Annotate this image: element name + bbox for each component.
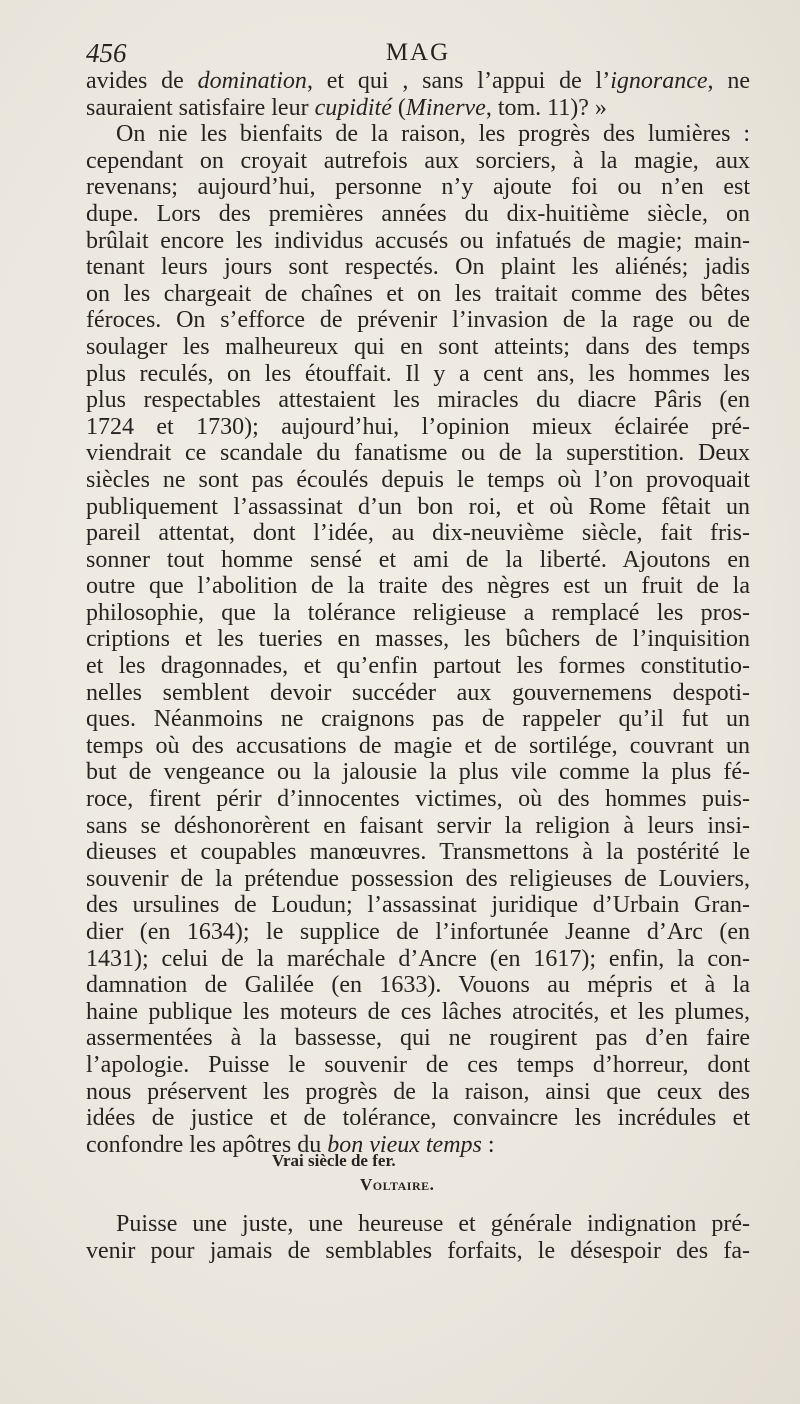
emphasized-text: domination <box>197 68 307 94</box>
text-segment: philosophie, que la tolérance religieuse a remplacé les pros- <box>86 599 750 626</box>
text-segment: , ne <box>707 68 750 94</box>
text-segment: venir pour jamais de semblables forfaits, le désespoir des fa- <box>86 1237 750 1264</box>
text-segment: sonner tout homme sensé et ami de la liberté. Ajoutons en <box>86 546 750 573</box>
text-line <box>86 839 750 866</box>
text-segment: cependant on croyait autrefois aux sorciers, à la magie, aux <box>86 147 750 174</box>
text-line <box>86 972 750 999</box>
emphasized-text: bon vieux temps <box>327 1131 482 1158</box>
text-segment: ques. Néanmoins ne craignons pas de rappeler qu’il fut un <box>86 706 750 733</box>
text-line <box>86 653 750 680</box>
text-segment: : <box>481 1131 495 1158</box>
text-line <box>86 387 750 414</box>
text-segment: avides de <box>86 68 198 94</box>
text-line <box>86 520 750 547</box>
quote-author: Voltaire. <box>360 1175 435 1194</box>
text-segment: tenant leurs jours sont respectés. On plaint les aliénés; jadis <box>86 254 750 281</box>
text-line <box>86 999 750 1026</box>
text-line <box>86 866 750 893</box>
text-segment: On nie les bienfaits de la raison, les progrès des lumières : <box>116 121 750 148</box>
text-segment: outre que l’abolition de la traite des nègres est un fruit de la <box>86 573 750 600</box>
text-line <box>86 307 750 334</box>
text-line <box>86 1025 750 1052</box>
text-line <box>86 813 750 840</box>
text-line <box>86 414 750 441</box>
text-line <box>86 733 750 760</box>
text-segment: nelles semblent devoir succéder aux gouvernemens despoti- <box>86 679 750 706</box>
text-segment: dieuses et coupables manœuvres. Transmettons à la postérité le <box>86 839 750 866</box>
text-line <box>86 254 750 281</box>
running-head: MAG <box>385 39 451 66</box>
emphasized-text: ignorance <box>610 68 708 94</box>
text-segment: brûlait encore les individus accusés ou infatués de magie; main- <box>86 227 750 254</box>
text-segment: l’apologie. Puisse le souvenir de ces temps d’horreur, dont <box>86 1051 750 1078</box>
text-segment: sans se déshonorèrent en faisant servir la religion à leurs insi- <box>86 812 750 839</box>
text-line <box>86 680 750 707</box>
text-line <box>86 68 750 95</box>
text-line <box>86 121 750 148</box>
text-line <box>86 547 750 574</box>
text-line <box>86 573 750 600</box>
text-segment: des ursulines de Loudun; l’assassinat juridique d’Urbain Gran- <box>86 892 750 919</box>
text-segment: roce, firent périr d’innocentes victimes, où des hommes puis- <box>86 786 750 813</box>
text-segment: confondre les apôtres du <box>86 1131 328 1158</box>
text-segment: siècles ne sont pas écoulés depuis le temps où l’on provoquait <box>86 466 750 493</box>
text-line <box>86 361 750 388</box>
text-segment: Puisse une juste, une heureuse et générale indignation pré- <box>116 1211 750 1237</box>
text-segment: but de vengeance ou la jalousie la plus vile comme la plus fé- <box>86 759 750 786</box>
text-segment: 1724 et 1730); aujourd’hui, l’opinion mieux éclairée pré- <box>86 413 750 440</box>
text-segment: plus respectables attestaient les miracles du diacre Pâris (en <box>86 387 750 414</box>
emphasized-text: cupidité <box>314 94 392 121</box>
text-line <box>86 706 750 733</box>
text-line <box>86 494 750 521</box>
text-line <box>86 95 750 122</box>
text-segment: criptions et les tueries en masses, les bûchers de l’inquisition <box>86 626 750 653</box>
text-segment: haine publique les moteurs de ces lâches atrocités, et les plumes, <box>86 998 750 1025</box>
page-header <box>86 38 750 68</box>
text-segment: assermentées à la bassesse, qui ne rougirent pas d’en faire <box>86 1025 750 1052</box>
text-segment: dupe. Lors des premières années du dix-huitième siècle, on <box>86 200 750 227</box>
text-line <box>86 467 750 494</box>
text-segment: sauraient satisfaire leur <box>86 94 315 121</box>
text-segment: ( <box>391 94 406 121</box>
text-line <box>86 786 750 813</box>
text-line <box>86 892 750 919</box>
text-segment: on les chargeait de chaînes et on les traitait comme des bêtes <box>86 280 750 307</box>
emphasized-text: Minerve <box>405 94 486 121</box>
text-line <box>86 600 750 627</box>
text-line <box>86 1052 750 1079</box>
text-line <box>86 201 750 228</box>
text-line <box>86 919 750 946</box>
text-line <box>86 148 750 175</box>
page-number: 456 <box>86 38 127 68</box>
text-segment: pareil attentat, dont l’idée, au dix-neuvième siècle, fait fris- <box>86 520 750 547</box>
text-segment: nous préservent les progrès de la raison, ainsi que ceux des <box>86 1078 750 1105</box>
text-segment: revenans; aujourd’hui, personne n’y ajoute foi ou n’en est <box>86 174 750 201</box>
text-segment: soulager les malheureux qui en sont atteints; dans des temps <box>86 333 750 360</box>
text-segment: souvenir de la prétendue possession des religieuses de Louviers, <box>86 865 750 892</box>
text-segment: viendrait ce scandale du fanatisme ou de la superstition. Deux <box>86 440 750 467</box>
text-line <box>86 228 750 255</box>
text-line <box>86 1238 750 1265</box>
final-paragraph <box>86 1211 750 1264</box>
text-line <box>86 174 750 201</box>
text-line <box>86 1211 750 1238</box>
text-segment: 1431); celui de la maréchale d’Ancre (en 1617); enfin, la con- <box>86 945 750 972</box>
text-segment: idées de justice et de tolérance, convaincre les incrédules et <box>86 1105 750 1132</box>
text-line <box>86 281 750 308</box>
text-segment: temps où des accusations de magie et de sortilége, couvrant un <box>86 732 750 759</box>
text-segment: , tom. 11)? » <box>485 94 607 121</box>
text-line <box>86 626 750 653</box>
quotation <box>86 1149 750 1197</box>
text-line <box>86 1079 750 1106</box>
text-segment: et les dragonnades, et qu’enfin partout les formes constitutio- <box>86 653 750 680</box>
text-line <box>86 946 750 973</box>
text-line <box>86 440 750 467</box>
quote-title: Vrai siècle de fer. <box>272 1151 396 1170</box>
text-segment: plus reculés, on les étouffait. Il y a cent ans, les hommes les <box>86 360 750 387</box>
text-segment: féroces. On s’efforce de prévenir l’invasion de la rage ou de <box>86 307 750 334</box>
text-line <box>86 334 750 361</box>
body-text <box>86 68 750 1158</box>
text-line <box>86 759 750 786</box>
text-segment: dier (en 1634); le supplice de l’infortunée Jeanne d’Arc (en <box>86 919 750 945</box>
text-line <box>86 1105 750 1132</box>
text-segment: publiquement l’assassinat d’un bon roi, et où Rome fêtait un <box>86 493 750 520</box>
text-segment: damnation de Galilée (en 1633). Vouons au mépris et à la <box>86 972 750 999</box>
text-segment: , et qui , sans l’appui de l’ <box>306 68 611 94</box>
